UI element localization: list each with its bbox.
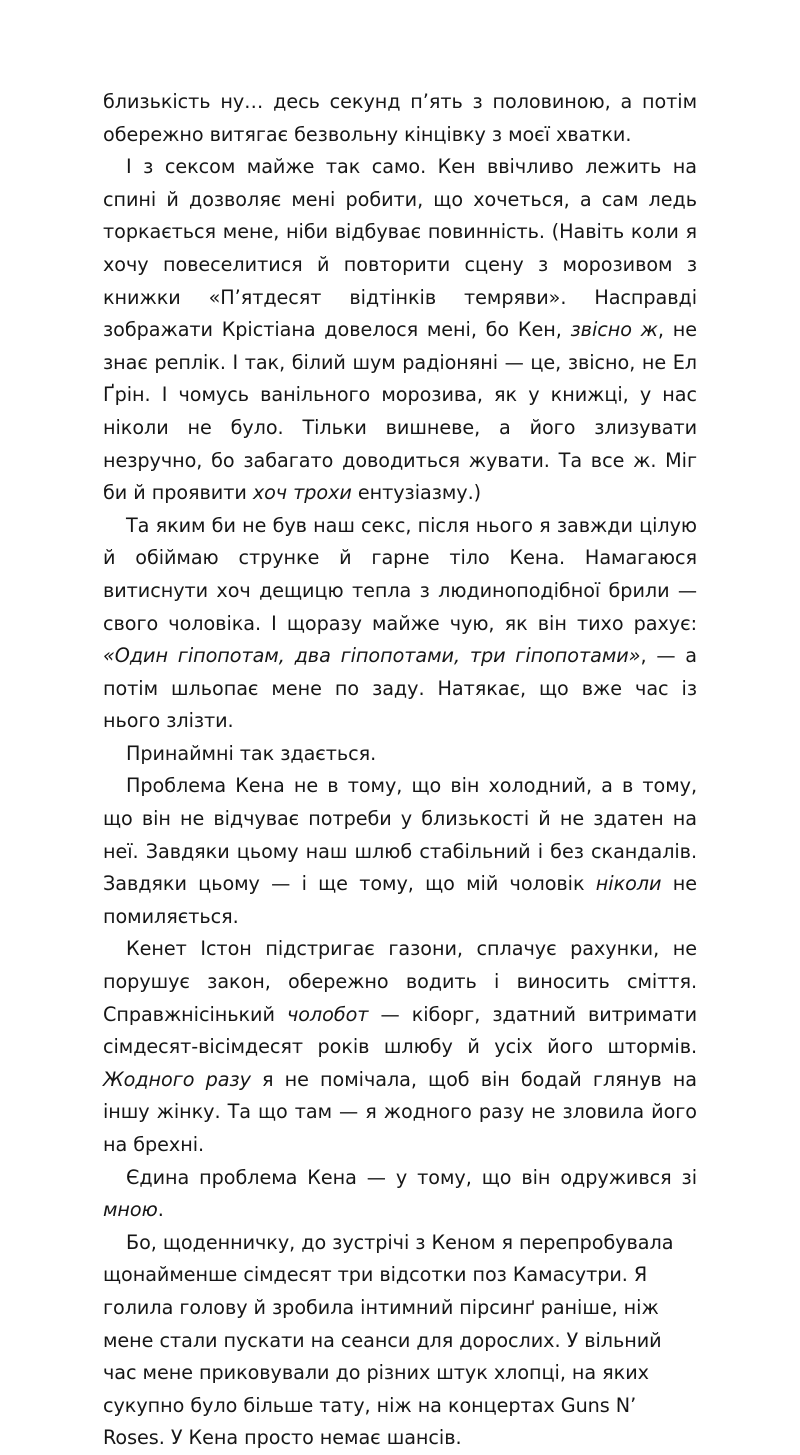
paragraph [103,933,697,1161]
body-text: Кенет Істон підстригає газони, сплачує рахунки, не порушує закон, обережно водить і виносить сміття. Справжнісінький [103,937,697,1026]
emphasis-text: хоч трохи [252,481,352,505]
body-text: Єдина проблема Кена — у тому, що він одружився зі [126,1165,697,1189]
paragraph [103,86,697,151]
emphasis-text: чолобот [286,1002,369,1026]
paragraph [103,1162,697,1227]
body-text: я не помічала, щоб він бодай глянув на іншу жінку. Та що там — я жодного разу не зловила його на брехні. [103,1067,697,1156]
emphasis-text: «Один гіпопотам, два гіпопотами, три гіпопотами» [103,644,641,668]
body-text: ентузіазму.) [351,481,482,505]
body-text: близькість ну… десь секунд п’ять з половиною, а потім обережно витягає безвольну кінцівку з моєї хватки. [103,90,697,146]
body-text: , — а потім шльопає мене по заду. Натякає, що вже час із нього злізти. [103,644,697,733]
body-text: І з сексом майже так само. Кен ввічливо лежить на спині й дозволяє мені робити, що хочеться, а сам ледь торкається мене, ніби відбуває повинність. (Навіть коли я хочу повеселитися й повторити сцену з морозивом з книжки «П’ятдесят відтінків темряви». Насправді зображати Крістіана довелося мені, бо Кен, [103,155,697,342]
body-text: Принаймні так здається. [126,741,377,765]
emphasis-text: ніколи [595,872,662,896]
body-text: Проблема Кена не в тому, що він холодний, а в тому, що він не відчуває потреби у близькості й не здатен на неї. Завдяки цьому наш шлюб стабільний і без скандалів. Завдяки цьому — і ще тому, що мій чоловік [103,774,697,896]
emphasis-text: Жодного разу [103,1067,251,1091]
body-text: не помиляється. [103,872,697,928]
paragraph [103,738,697,771]
body-text: Та яким би не був наш секс, після нього я завжди цілую й обіймаю стрункe й гарне тіло Кена. Намагаюся витиснути хоч дещицю тепла з людиноподібної брили — свого чоловіка. І щоразу майже чую, як він тихо рахує: [103,513,697,635]
body-text-column [103,86,697,1455]
body-text: , не знає реплік. І так, білий шум радіоняні — це, звісно, не Ел Ґрін. І чомусь ванільного морозива, як у книжці, у нас ніколи не було. Тільки вишневе, а його злизувати незручно, бо забагато доводиться жувати. Та все ж. Міг би й проявити [103,318,697,505]
paragraph [103,1227,697,1455]
paragraph [103,510,697,738]
body-text: Бо, щоденничку, до зустрічі з Кеном я перепробувала щонайменше сімдесят три відсотки поз Камасутри. Я голила голову й зробила інтимний пірсинґ раніше, ніж мене стали пускати на сеанси для дорослих. У вільний час мене приковували до різних штук хлопці, на яких сукупно було більше тату, ніж на концертах Guns N’ Roses. У Кена просто немає шансів. [103,1230,674,1450]
emphasis-text: мною [103,1198,158,1222]
paragraph [103,151,697,510]
body-text: — кіборг, здатний витримати сімдесят-вісімдесят років шлюбу й усіх його штормів. [103,1002,697,1059]
paragraph [103,770,697,933]
emphasis-text: звісно ж [570,318,658,342]
body-text: . [157,1198,164,1222]
